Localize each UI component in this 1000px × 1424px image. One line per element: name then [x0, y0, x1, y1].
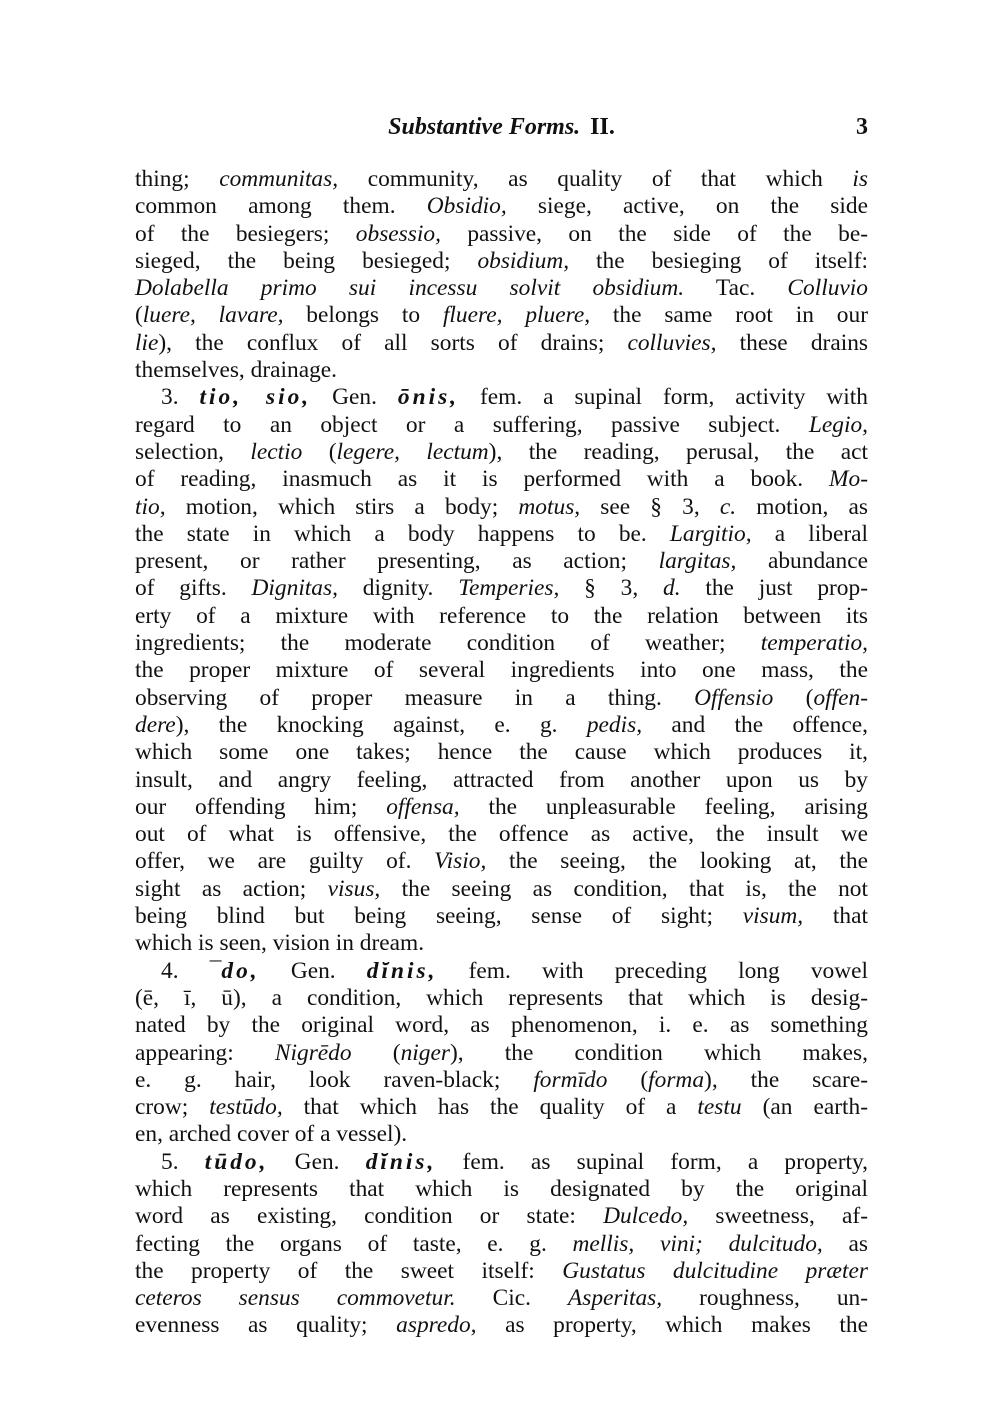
latin-term: pedis,	[586, 711, 643, 738]
latin-term: obsidium,	[477, 247, 570, 274]
text-line	[135, 221, 868, 248]
text-segment: 3.	[161, 384, 200, 411]
text-line	[135, 275, 868, 302]
text-segment: that	[803, 903, 868, 930]
text-segment: ), the knocking against, e. g.	[175, 711, 587, 738]
latin-term: dĭnis,	[366, 957, 438, 984]
text-segment: Gen.	[259, 957, 367, 984]
text-line	[135, 821, 868, 848]
latin-term: offen-	[813, 684, 868, 711]
text-segment: community, as quality of that which	[338, 166, 853, 192]
text-line	[135, 439, 868, 466]
text-segment: ), the reading, perusal, the act	[488, 438, 868, 465]
text-segment: a liberal	[751, 520, 868, 547]
text-line	[135, 1285, 868, 1312]
latin-term: Gustatus dulcitudine præter	[562, 1257, 868, 1284]
text-segment: evenness as quality;	[135, 1312, 397, 1339]
text-segment: themselves, drainage.	[135, 357, 337, 384]
text-segment: Gen.	[311, 384, 398, 411]
text-line	[135, 466, 868, 493]
latin-term: communitas,	[219, 166, 339, 192]
text-segment: the seeing, the looking at, the	[486, 848, 868, 875]
text-segment: the same root in our	[590, 302, 868, 329]
text-line	[135, 330, 868, 357]
latin-term: niger	[400, 1039, 450, 1066]
text-segment: sieged, the being besieged;	[135, 247, 478, 274]
text-segment: word as existing, condition or state:	[135, 1203, 604, 1230]
running-head	[135, 114, 868, 146]
text-segment: insult, and angry feeling, attracted from another upon us by	[135, 766, 868, 793]
latin-term: temperatio,	[760, 630, 868, 657]
latin-term: Temperies,	[458, 575, 560, 602]
text-line	[135, 412, 868, 439]
text-segment: the seeing as condition, that is, the not	[380, 875, 868, 902]
text-segment: the just prop-	[680, 575, 868, 602]
text-segment: belongs to	[283, 302, 443, 329]
text-line	[135, 1176, 868, 1203]
latin-term: fluere, pluere,	[442, 302, 591, 329]
section-number: II.	[590, 114, 615, 140]
latin-term: testūdo,	[209, 1094, 283, 1121]
latin-term: luere, lavare,	[142, 302, 284, 329]
text-segment: fem. as supinal form, a property,	[436, 1148, 869, 1175]
text-segment: of reading, inasmuch as it is performed with a book.	[135, 466, 830, 493]
text-line	[135, 575, 868, 602]
text-segment: these drains	[716, 329, 868, 356]
latin-term: ōnis,	[397, 384, 460, 411]
latin-term: Largitio,	[669, 520, 752, 547]
text-segment: observing of proper measure in a thing.	[135, 684, 695, 711]
text-segment: (	[773, 684, 814, 711]
latin-term: visum,	[742, 903, 804, 930]
latin-term: visus,	[327, 875, 381, 902]
text-segment: en, arched cover of a vessel).	[135, 1121, 408, 1148]
latin-term: Mo-	[829, 466, 868, 493]
text-line	[135, 794, 868, 821]
latin-term: is	[852, 166, 868, 192]
text-line	[135, 302, 868, 329]
running-title	[135, 114, 868, 141]
text-segment: common among them.	[135, 193, 427, 220]
latin-term: c.	[719, 493, 737, 520]
text-line	[135, 1040, 868, 1067]
latin-term: tio,	[135, 493, 166, 520]
text-segment: which is seen, vision in dream.	[135, 930, 425, 957]
text-segment: fecting the organs of taste, e. g.	[135, 1230, 573, 1257]
latin-term: tio, sio,	[199, 384, 312, 411]
text-line	[135, 1067, 868, 1094]
text-line	[135, 1258, 868, 1285]
text-line	[135, 1203, 868, 1230]
text-line	[135, 876, 868, 903]
text-line	[135, 1149, 868, 1176]
text-segment: ), the scare-	[704, 1066, 868, 1093]
text-segment: passive, on the side of the be-	[440, 220, 868, 247]
text-line	[135, 1012, 868, 1039]
text-segment: which some one takes; hence the cause which produces it,	[135, 739, 868, 766]
text-line	[135, 657, 868, 684]
text-line	[135, 739, 868, 766]
text-segment: (an earth-	[741, 1094, 868, 1121]
text-line	[135, 193, 868, 220]
text-segment: sweetness, af-	[688, 1203, 869, 1230]
text-segment: (ē, ī, ū), a condition, which represents that which is desig-	[135, 984, 868, 1011]
text-line	[135, 848, 868, 875]
text-segment: and the offence,	[642, 711, 868, 738]
text-segment: abundance	[736, 548, 868, 575]
latin-term: Dignitas,	[251, 575, 338, 602]
latin-term: Legio,	[808, 411, 868, 438]
latin-term: Offensio	[694, 684, 774, 711]
text-segment: sight as action;	[135, 875, 328, 902]
latin-term: lectio	[250, 438, 303, 465]
page-number: 3	[856, 114, 868, 140]
latin-term: tūdo,	[204, 1148, 269, 1175]
text-line	[135, 384, 868, 411]
text-line	[135, 767, 868, 794]
text-segment: the state in which a body happens to be.	[135, 520, 670, 547]
text-segment: (	[351, 1039, 401, 1066]
text-segment: ), the conflux of all sorts of drains;	[158, 329, 628, 356]
latin-term: Dolabella primo sui incessu solvit obsidium.	[135, 275, 685, 302]
latin-term: d.	[663, 575, 681, 602]
latin-term: legere, lectum	[336, 438, 489, 465]
text-segment: Gen.	[268, 1148, 366, 1175]
text-segment: nated by the original word, as phenomenon, i. e. as something	[135, 1012, 868, 1039]
text-segment: 5.	[161, 1148, 205, 1175]
latin-term: forma	[648, 1066, 705, 1093]
text-segment: offer, we are guilty of.	[135, 848, 435, 875]
latin-term: colluvies,	[627, 329, 717, 356]
text-segment: 4. ¯	[161, 957, 222, 984]
text-segment: fem. a supinal form, activity with	[459, 384, 868, 411]
text-segment: being blind but being seeing, sense of sight;	[135, 903, 743, 930]
text-line	[135, 903, 868, 930]
text-line	[135, 248, 868, 275]
latin-term: Dulcedo,	[603, 1203, 689, 1230]
latin-term: Colluvio	[787, 275, 868, 302]
text-segment: that which has the quality of a	[282, 1094, 698, 1121]
text-segment: motion, as	[736, 493, 869, 520]
text-segment: (	[302, 438, 337, 465]
latin-term: dere	[135, 711, 176, 738]
text-line	[135, 494, 868, 521]
text-segment: crow;	[135, 1094, 210, 1121]
latin-term: formīdo	[533, 1066, 608, 1093]
latin-term: ceteros sensus commovetur.	[135, 1285, 456, 1312]
text-segment: motion, which stirs a body;	[165, 493, 519, 520]
text-segment: as	[822, 1230, 868, 1257]
text-segment: (	[607, 1066, 649, 1093]
running-title-text: Substantive Forms.	[388, 114, 581, 140]
latin-term: testu	[697, 1094, 742, 1121]
text-segment: of the besiegers;	[135, 220, 356, 247]
latin-term: Obsidio,	[426, 193, 507, 220]
latin-term: dĭnis,	[365, 1148, 437, 1175]
text-segment: see § 3,	[580, 493, 720, 520]
text-segment: e. g. hair, look raven-black;	[135, 1066, 534, 1093]
text-line	[135, 1231, 868, 1258]
text-line	[135, 357, 868, 384]
latin-term: aspredo,	[396, 1312, 477, 1339]
text-segment: Tac.	[684, 275, 788, 302]
text-segment: selection,	[135, 438, 251, 465]
text-segment: § 3,	[559, 575, 663, 602]
text-segment: the besieging of itself:	[569, 247, 868, 274]
text-segment: Cic.	[455, 1285, 568, 1312]
latin-term: offensa,	[386, 793, 460, 820]
text-line	[135, 930, 868, 957]
text-line	[135, 1312, 868, 1339]
text-segment: ), the condition which makes,	[449, 1039, 869, 1066]
text-segment: the proper mixture of several ingredients into one mass, the	[135, 657, 868, 684]
text-segment: the unpleasurable feeling, arising	[459, 793, 869, 820]
body-text	[135, 166, 868, 1340]
text-segment: of gifts.	[135, 575, 252, 602]
latin-term: Asperitas,	[567, 1285, 663, 1312]
text-segment: dignity.	[337, 575, 459, 602]
latin-term: Nigrēdo	[274, 1039, 352, 1066]
text-segment: present, or rather presenting, as action;	[135, 548, 659, 575]
text-segment: regard to an object or a suffering, passive subject.	[135, 411, 809, 438]
latin-term: Visio,	[434, 848, 487, 875]
text-line	[135, 958, 868, 985]
text-line	[135, 712, 868, 739]
latin-term: obsessio,	[355, 220, 441, 247]
text-line	[135, 603, 868, 630]
text-segment: the property of the sweet itself:	[135, 1257, 563, 1284]
text-segment: erty of a mixture with reference to the relation between its	[135, 602, 868, 629]
text-line	[135, 166, 868, 193]
text-segment: thing;	[135, 166, 220, 192]
text-segment: out of what is offensive, the offence as active, the insult we	[135, 821, 868, 848]
latin-term: largitas,	[658, 548, 737, 575]
text-segment: ingredients; the moderate condition of weather;	[135, 630, 761, 657]
text-segment: (	[135, 302, 143, 329]
text-segment: roughness, un-	[662, 1285, 868, 1312]
latin-term: do,	[221, 957, 260, 984]
text-segment: which represents that which is designated by the original	[135, 1175, 868, 1202]
text-line	[135, 1121, 868, 1148]
text-segment: appearing:	[135, 1039, 275, 1066]
text-line	[135, 548, 868, 575]
text-segment: as property, which makes the	[476, 1312, 868, 1339]
latin-term: mellis, vini; dulcitudo,	[572, 1230, 823, 1257]
text-segment: siege, active, on the side	[506, 193, 868, 220]
text-line	[135, 685, 868, 712]
text-segment: fem. with preceding long vowel	[437, 957, 869, 984]
text-segment: our offending him;	[135, 793, 387, 820]
text-line	[135, 1094, 868, 1121]
text-line	[135, 630, 868, 657]
text-line	[135, 521, 868, 548]
text-line	[135, 985, 868, 1012]
latin-term: lie	[135, 329, 159, 356]
latin-term: motus,	[518, 493, 581, 520]
